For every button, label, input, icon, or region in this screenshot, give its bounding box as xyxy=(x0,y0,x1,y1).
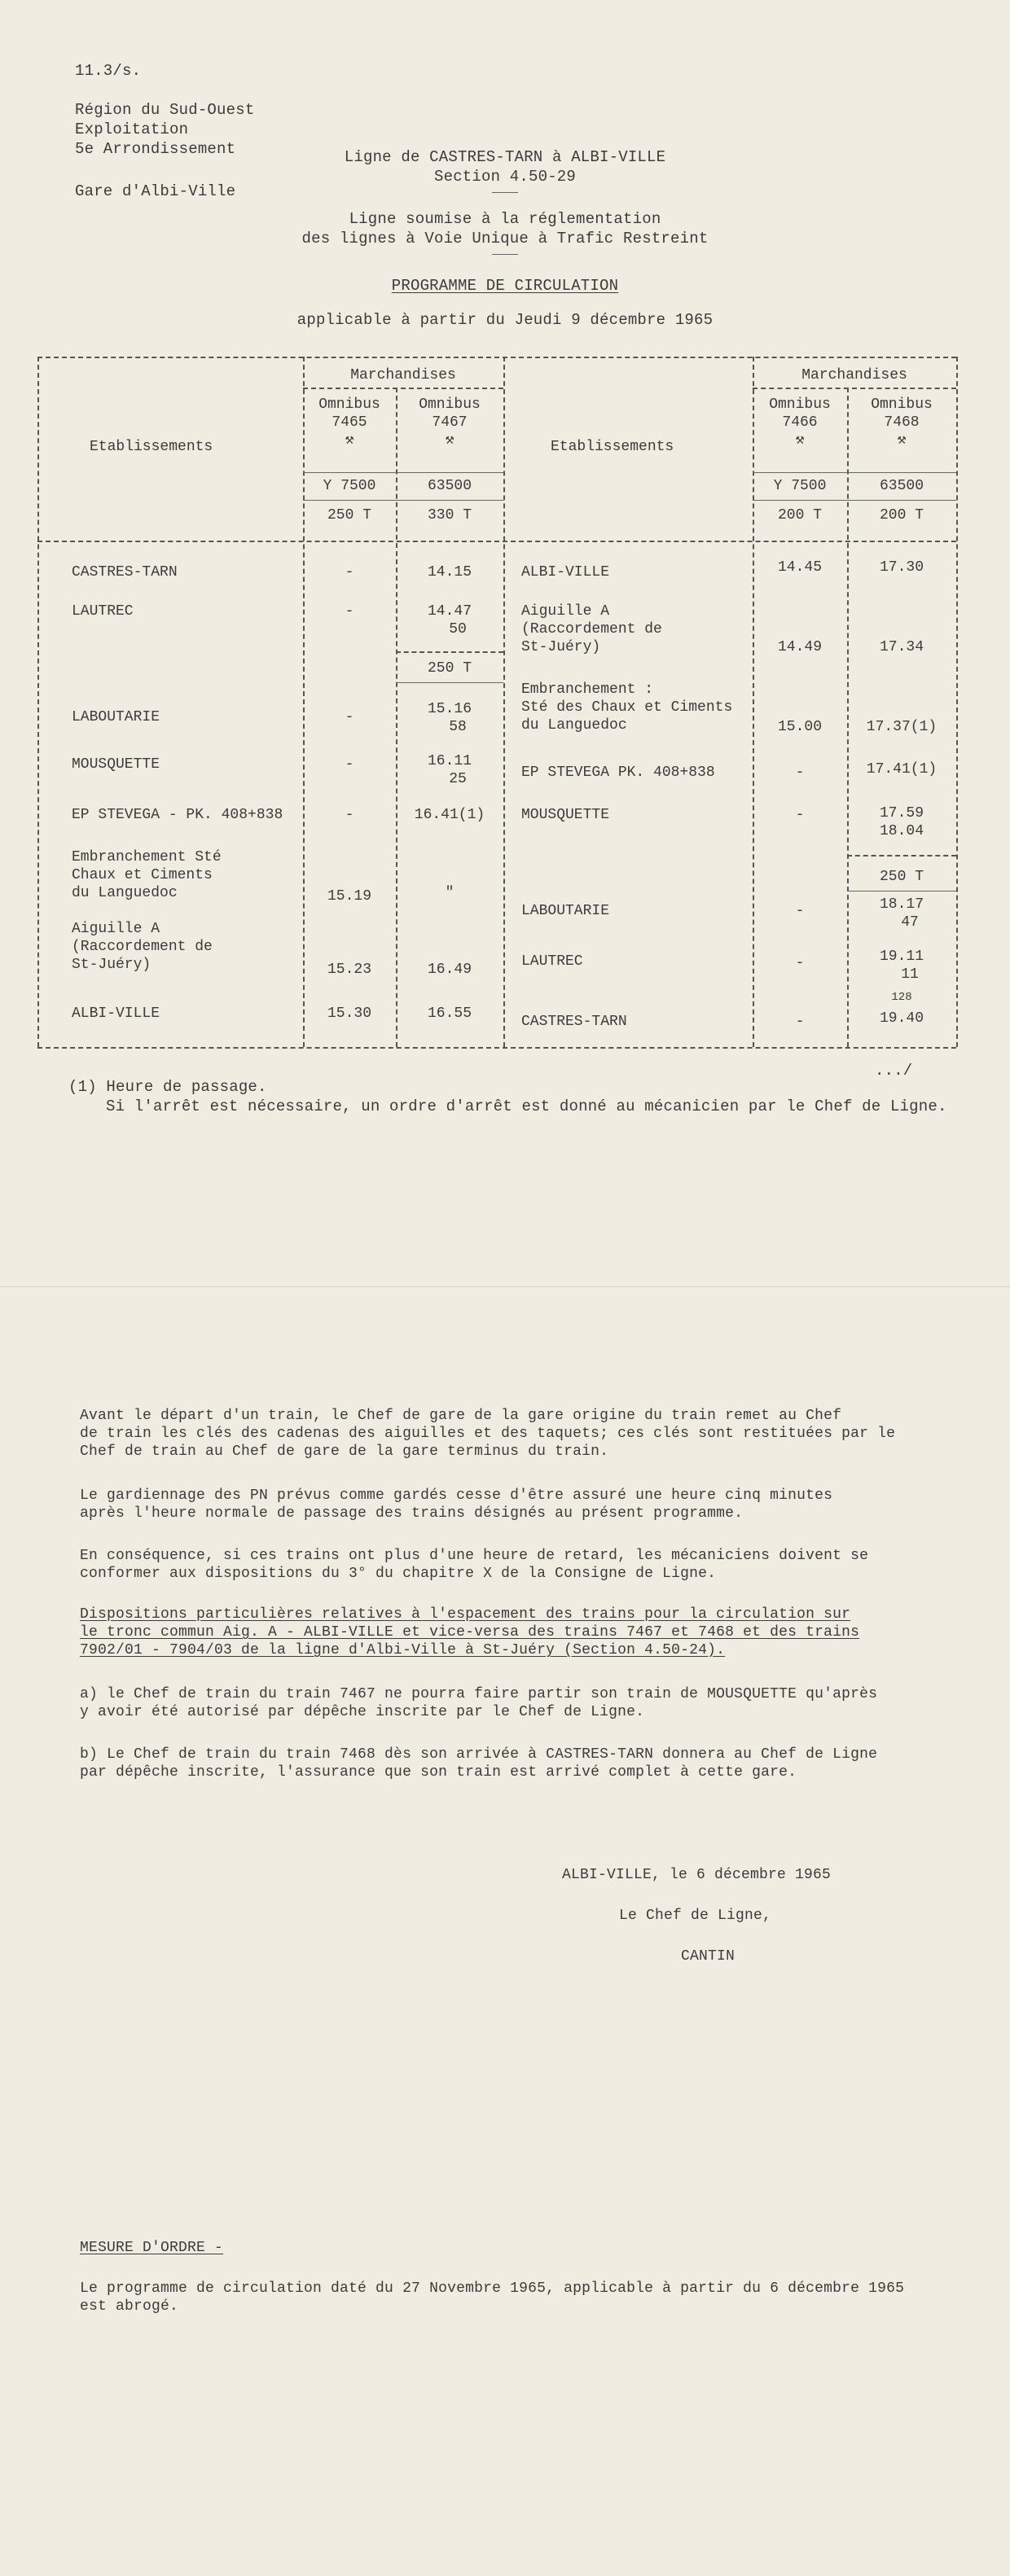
group-header: Marchandises xyxy=(801,367,907,383)
station-name: Embranchement : xyxy=(521,681,654,698)
column-header: Etablissements xyxy=(551,439,674,455)
paragraph-line: En conséquence, si ces trains ont plus d'une heure de retard, les mécaniciens doivent se xyxy=(80,1548,869,1564)
section-number: Section 4.50-29 xyxy=(433,168,577,186)
regime-line: Ligne soumise à la réglementation xyxy=(349,210,661,228)
time-cell: 17.37(1) xyxy=(866,719,938,735)
time-cell: 14.45 xyxy=(777,559,822,576)
document-reference: 11.3/s. xyxy=(75,62,142,80)
train-type: Omnibus xyxy=(419,396,481,413)
load-change: 250 T xyxy=(879,869,924,885)
tonnage-class: Y 7500 xyxy=(323,478,376,494)
station-name: Chaux et Ciments xyxy=(72,867,213,883)
train-type: Omnibus xyxy=(769,396,831,413)
continued-mark: .../ xyxy=(875,1062,913,1080)
station-name: (Raccordement de xyxy=(521,621,662,637)
paragraph-line: par dépêche inscrite, l'assurance que son train est arrivé complet à cette gare. xyxy=(80,1764,797,1781)
paragraph-line: a) le Chef de train du train 7467 ne pourra faire partir son train de MOUSQUETTE qu'après xyxy=(80,1686,878,1702)
time-cell: 58 xyxy=(449,719,467,735)
station-name: Aiguille A xyxy=(72,921,160,937)
time-cell: 11 xyxy=(901,966,919,983)
time-cell: 50 xyxy=(449,621,467,637)
signatory-role: Le Chef de Ligne, xyxy=(619,1908,772,1924)
train-number: 7465 xyxy=(332,414,367,431)
paragraph-line: b) Le Chef de train du train 7468 dès son arrivée à CASTRES-TARN donnera au Chef de Ligne xyxy=(80,1746,878,1763)
paragraph-line: Chef de train au Chef de gare de la gare terminus du train. xyxy=(80,1444,609,1460)
gare-line: Gare d'Albi-Ville xyxy=(75,182,236,200)
time-cell: - xyxy=(795,903,805,919)
divider xyxy=(492,254,518,255)
programme-title: PROGRAMME DE CIRCULATION xyxy=(391,277,619,295)
arrondissement-line: 5e Arrondissement xyxy=(75,140,236,158)
time-cell: - xyxy=(795,1014,805,1030)
time-cell: 19.11 xyxy=(879,948,924,965)
station-name: ALBI-VILLE xyxy=(72,1005,160,1022)
tonnage-class: 63500 xyxy=(879,478,924,494)
time-cell: 15.19 xyxy=(327,888,371,905)
crossed-hammers-icon: ⚒ xyxy=(345,432,354,449)
time-cell: 15.30 xyxy=(327,1005,371,1022)
time-cell: 19.40 xyxy=(879,1010,924,1027)
train-number: 7467 xyxy=(432,414,468,431)
train-number: 7466 xyxy=(782,414,818,431)
line-title: Ligne de CASTRES-TARN à ALBI-VILLE xyxy=(344,148,666,166)
station-name: EP STEVEGA - PK. 408+838 xyxy=(72,807,283,823)
station-name: MOUSQUETTE xyxy=(72,756,160,773)
station-name: du Languedoc xyxy=(72,885,178,901)
paragraph-line: le tronc commun Aig. A - ALBI-VILLE et vice-versa des trains 7467 et 7468 et des trains xyxy=(80,1624,860,1641)
divider xyxy=(492,192,518,193)
time-cell: 128 xyxy=(891,991,912,1004)
paragraph-line: Dispositions particulières relatives à l'espacement des trains pour la circulation sur xyxy=(80,1606,851,1623)
station-name: ALBI-VILLE xyxy=(521,564,610,580)
exploitation-line: Exploitation xyxy=(75,120,189,138)
train-load: 330 T xyxy=(427,507,472,524)
train-load: 200 T xyxy=(879,507,924,524)
paragraph-line: Le gardiennage des PN prévus comme gardés cesse d'être assuré une heure cinq minutes xyxy=(80,1487,833,1504)
station-name: St-Juéry) xyxy=(521,639,601,655)
column-header: Etablissements xyxy=(90,439,213,455)
crossed-hammers-icon: ⚒ xyxy=(795,432,805,449)
station-name: LABOUTARIE xyxy=(72,709,160,725)
time-cell: 16.49 xyxy=(427,962,472,978)
crossed-hammers-icon: ⚒ xyxy=(897,432,907,449)
station-name: St-Juéry) xyxy=(72,957,152,973)
place-date: ALBI-VILLE, le 6 décembre 1965 xyxy=(562,1867,832,1883)
time-cell: 17.41(1) xyxy=(866,761,938,778)
time-cell: - xyxy=(345,564,354,580)
train-number: 7468 xyxy=(884,414,920,431)
tonnage-class: Y 7500 xyxy=(773,478,827,494)
time-cell: - xyxy=(345,807,354,823)
mesure-heading: MESURE D'ORDRE - xyxy=(80,2240,224,2256)
station-name: (Raccordement de xyxy=(72,939,213,955)
time-cell: 16.41(1) xyxy=(414,807,485,823)
time-cell: 17.30 xyxy=(879,559,924,576)
group-header: Marchandises xyxy=(350,367,456,383)
train-load: 200 T xyxy=(777,507,822,524)
time-cell: 16.55 xyxy=(427,1005,472,1022)
station-name: LAUTREC xyxy=(72,603,134,620)
signatory-name: CANTIN xyxy=(681,1948,736,1965)
time-cell: - xyxy=(795,764,805,781)
station-name: LABOUTARIE xyxy=(521,903,610,919)
station-name: Embranchement Sté xyxy=(72,849,222,865)
regime-line: des lignes à Voie Unique à Trafic Restreint xyxy=(301,230,709,248)
paragraph-line: Avant le départ d'un train, le Chef de gare de la gare origine du train remet au Chef xyxy=(80,1408,842,1424)
station-name: Sté des Chaux et Ciments xyxy=(521,699,733,716)
train-load: 250 T xyxy=(327,507,371,524)
paragraph-line: y avoir été autorisé par dépêche inscrite par le Chef de Ligne. xyxy=(80,1704,645,1720)
time-cell: - xyxy=(795,807,805,823)
station-name: CASTRES-TARN xyxy=(72,564,178,580)
paragraph-line: après l'heure normale de passage des trains désignés au présent programme. xyxy=(80,1505,744,1522)
time-cell: - xyxy=(345,709,354,725)
time-cell: 47 xyxy=(901,914,919,931)
load-change: 250 T xyxy=(427,660,472,677)
time-cell: - xyxy=(345,603,354,620)
paragraph-line: conformer aux dispositions du 3° du chapitre X de la Consigne de Ligne. xyxy=(80,1566,717,1582)
station-name: LAUTREC xyxy=(521,953,583,970)
time-cell: 15.23 xyxy=(327,962,371,978)
paragraph-line: de train les clés des cadenas des aiguilles et des taquets; ces clés sont restituées par le xyxy=(80,1426,896,1442)
time-cell: 14.15 xyxy=(427,564,472,580)
station-name: CASTRES-TARN xyxy=(521,1014,627,1030)
footer-text: Le programme de circulation daté du 27 Novembre 1965, applicable à partir du 6 décembre 1965 xyxy=(80,2280,905,2297)
time-cell: 14.49 xyxy=(777,639,822,655)
time-cell: - xyxy=(345,756,354,773)
time-cell: 15.16 xyxy=(427,701,472,717)
time-cell: 17.34 xyxy=(879,639,924,655)
time-cell: 15.00 xyxy=(777,719,822,735)
footnote: Si l'arrêt est nécessaire, un ordre d'arrêt est donné au mécanicien par le Chef de Ligne. xyxy=(106,1097,947,1115)
time-cell: 17.59 xyxy=(879,805,924,821)
station-name: EP STEVEGA PK. 408+838 xyxy=(521,764,715,781)
paragraph-line: 7902/01 - 7904/03 de la ligne d'Albi-Ville à St-Juéry (Section 4.50-24). xyxy=(80,1642,726,1658)
applicable-date: applicable à partir du Jeudi 9 décembre 1965 xyxy=(296,311,714,329)
footer-text: est abrogé. xyxy=(80,2298,179,2315)
station-name: Aiguille A xyxy=(521,603,610,620)
train-type: Omnibus xyxy=(318,396,380,413)
station-name: MOUSQUETTE xyxy=(521,807,610,823)
time-cell: " xyxy=(445,885,455,901)
tonnage-class: 63500 xyxy=(427,478,472,494)
time-cell: 16.11 xyxy=(427,753,472,769)
time-cell: 14.47 xyxy=(427,603,472,620)
crossed-hammers-icon: ⚒ xyxy=(445,432,455,449)
page-fold xyxy=(0,1286,1010,1287)
time-cell: 18.17 xyxy=(879,896,924,913)
station-name: du Languedoc xyxy=(521,717,627,734)
time-cell: 18.04 xyxy=(879,823,924,839)
time-cell: 25 xyxy=(449,771,467,787)
time-cell: - xyxy=(795,955,805,971)
footnote: (1) Heure de passage. xyxy=(68,1078,267,1096)
region-line: Région du Sud-Ouest xyxy=(75,101,255,119)
train-type: Omnibus xyxy=(871,396,933,413)
